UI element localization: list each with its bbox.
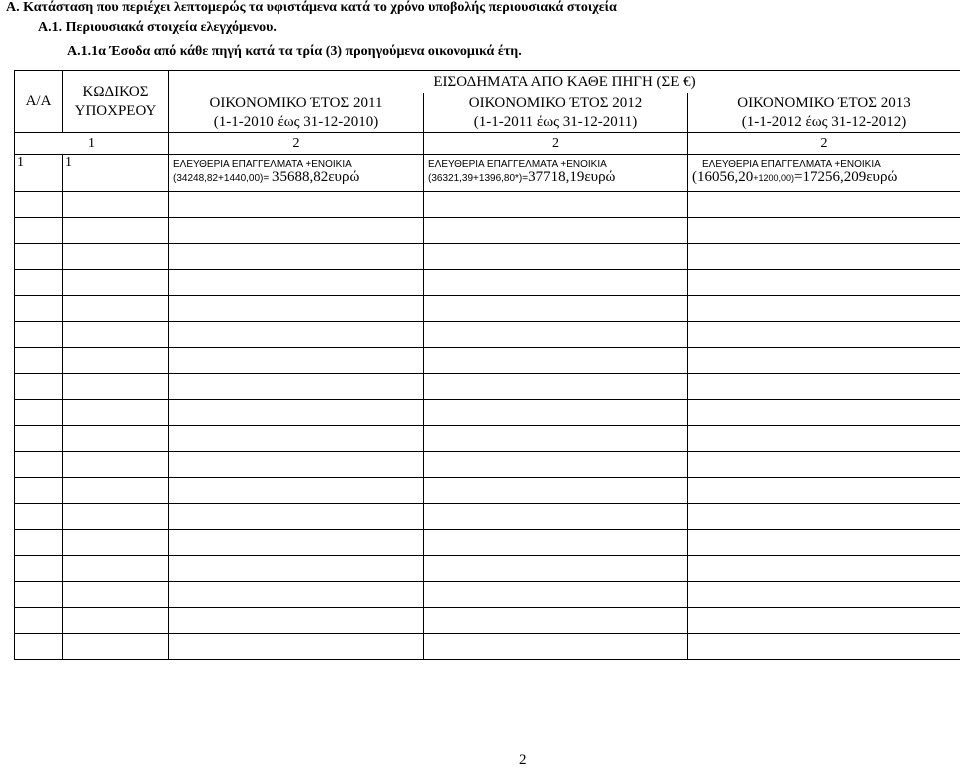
table-row (15, 155, 960, 192)
empty-row (15, 400, 960, 426)
income-table (14, 70, 960, 660)
income-total: 37718,19ευρώ (528, 169, 616, 185)
income-total: =17256,209ευρώ (794, 169, 898, 185)
income-calc-extra: +1200,00) (753, 173, 795, 183)
empty-row (15, 582, 960, 608)
income-2012 (424, 155, 688, 192)
year-header-2013 (688, 93, 960, 133)
year-period: (1-1-2010 έως 31-12-2010) (213, 113, 379, 130)
col-number: 1 (15, 133, 169, 155)
income-calc: (34248,82+1440,00)= (173, 173, 270, 184)
income-total: 35688,82ευρώ (271, 169, 360, 185)
year-header-2012 (424, 93, 688, 133)
empty-row (15, 530, 960, 556)
subsection-heading: Α.1.1α Έσοδα από κάθε πηγή κατά τα τρία (3) προηγούμενα οικονομικά έτη. (67, 44, 522, 59)
empty-row (15, 218, 960, 244)
super-header: ΕΙΣΟΔΗΜΑΤΑ ΑΠΟ ΚΑΘΕ ΠΗΓΗ (ΣΕ €) (169, 71, 960, 94)
col-number: 2 (424, 133, 688, 155)
empty-row (15, 504, 960, 530)
income-2013 (688, 155, 960, 192)
document-heading: Α. Κατάσταση που περιέχει λεπτομερώς τα υφιστάμενα κατά το χρόνο υποβολής περιουσιακά στοιχεία (6, 0, 617, 15)
empty-row (15, 452, 960, 478)
empty-row (15, 634, 960, 660)
year-title: ΟΙΚΟΝΟΜΙΚΟ ΈΤΟΣ 2012 (468, 94, 643, 111)
income-source: ΕΛΕΥΘΕΡΙΑ ΕΠΑΓΓΕΛΜΑΤΑ +ΕΝΟΙΚΙΑ (173, 159, 352, 170)
year-period: (1-1-2011 έως 31-12-2011) (473, 113, 638, 130)
col-number: 2 (169, 133, 424, 155)
row-aa: 1 (15, 155, 63, 192)
empty-row (15, 244, 960, 270)
year-title: ΟΙΚΟΝΟΜΙΚΟ ΈΤΟΣ 2013 (737, 94, 911, 111)
empty-row (15, 296, 960, 322)
empty-row (15, 608, 960, 634)
section-heading: Α.1. Περιουσιακά στοιχεία ελεγχόμενου. (38, 20, 277, 35)
row-code: 1 (63, 155, 169, 192)
empty-row (15, 270, 960, 296)
income-source: ΕΛΕΥΘΕΡΙΑ ΕΠΑΓΓΕΛΜΑΤΑ +ΕΝΟΙΚΙΑ (428, 159, 607, 170)
page-number: 2 (519, 752, 527, 768)
year-header-2011 (169, 93, 424, 133)
empty-row (15, 348, 960, 374)
empty-row (15, 478, 960, 504)
income-2011 (169, 155, 424, 192)
empty-row (15, 192, 960, 218)
income-calc: (16056,20 (692, 169, 754, 185)
year-title: ΟΙΚΟΝΟΜΙΚΟ ΈΤΟΣ 2011 (209, 94, 383, 111)
empty-row (15, 374, 960, 400)
empty-row (15, 556, 960, 582)
year-period: (1-1-2012 έως 31-12-2012) (741, 113, 907, 130)
col-number: 2 (688, 133, 960, 155)
col-header-code: ΚΩΔΙΚΟΣ ΥΠΟΧΡΕΟΥ (63, 71, 169, 133)
income-calc: (36321,39+1396,80*)= (428, 173, 529, 184)
col-header-aa: Α/Α (15, 71, 63, 133)
empty-row (15, 322, 960, 348)
income-source: ΕΛΕΥΘΕΡΙΑ ΕΠΑΓΓΕΛΜΑΤΑ +ΕΝΟΙΚΙΑ (702, 159, 881, 170)
empty-row (15, 426, 960, 452)
